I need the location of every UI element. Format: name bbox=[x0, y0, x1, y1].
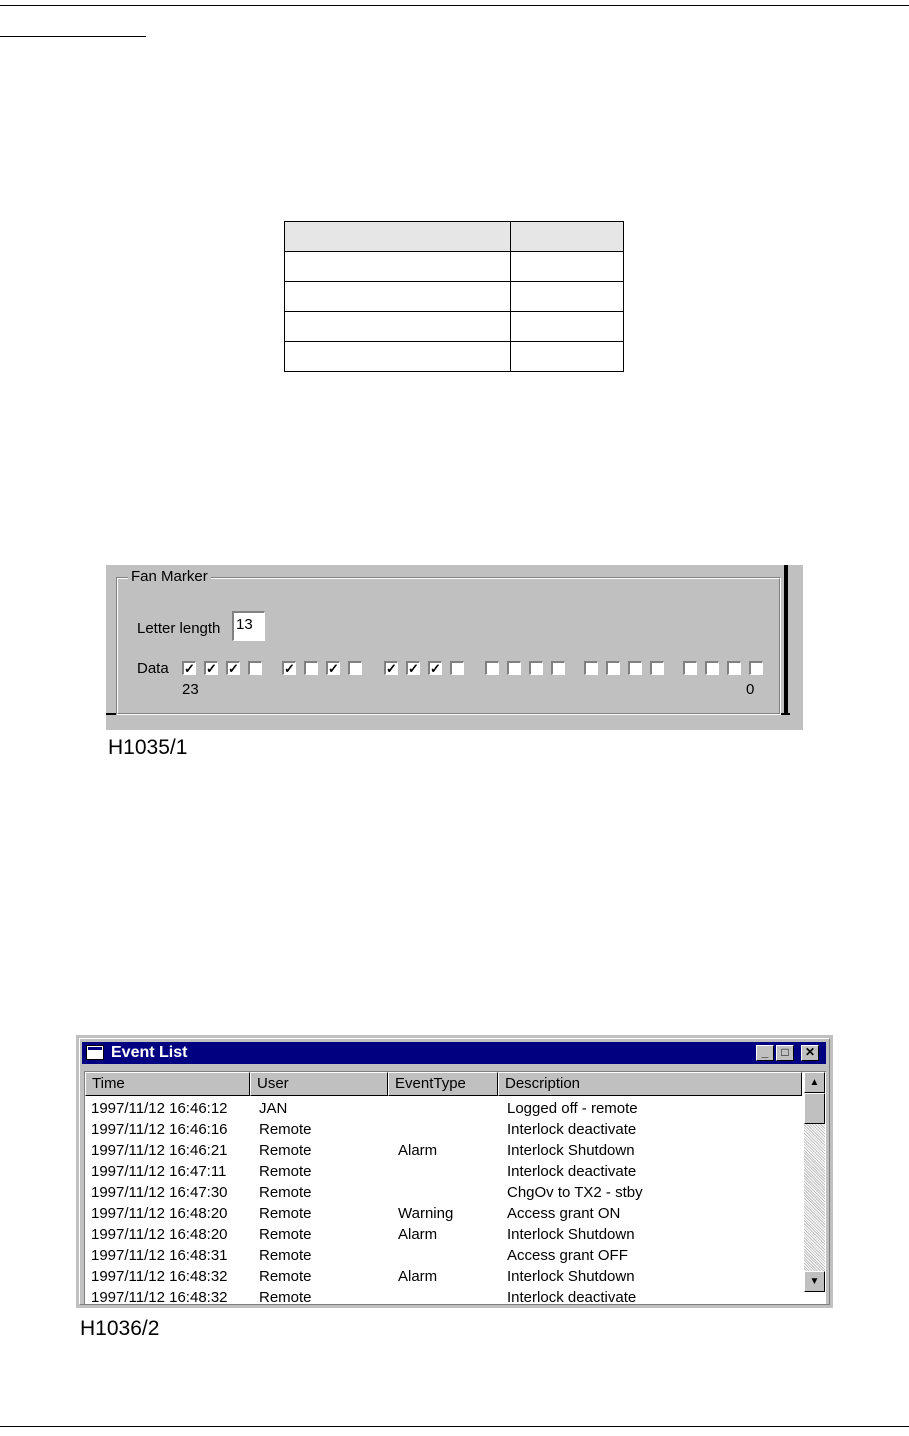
event-type: Alarm bbox=[398, 1268, 438, 1285]
scroll-down-button[interactable]: ▼ bbox=[804, 1271, 825, 1292]
event-description: Interlock deactivate bbox=[507, 1289, 637, 1304]
fan-marker-group-title: Fan Marker bbox=[128, 569, 211, 585]
window-title: Event List bbox=[111, 1044, 188, 1061]
letter-length-input[interactable]: 13 bbox=[232, 611, 265, 641]
panel-border-right bbox=[784, 565, 788, 715]
low-bit-label: 0 bbox=[746, 681, 755, 698]
data-bit-checkbox[interactable]: ✓ bbox=[204, 661, 218, 675]
event-time: 1997/11/12 16:47:30 bbox=[91, 1184, 228, 1201]
data-bit-checkbox[interactable]: ✓ bbox=[182, 661, 196, 675]
minimize-button[interactable]: _ bbox=[756, 1045, 774, 1061]
title-bar[interactable] bbox=[82, 1042, 826, 1064]
vertical-scrollbar[interactable] bbox=[804, 1072, 825, 1292]
parameter-table bbox=[284, 221, 624, 372]
event-user: Remote bbox=[259, 1142, 312, 1159]
bottom-rule bbox=[0, 1426, 909, 1427]
fan-marker-group bbox=[116, 577, 781, 715]
table-row[interactable] bbox=[85, 1098, 802, 1119]
maximize-button[interactable]: □ bbox=[776, 1045, 794, 1061]
data-bit-checkbox[interactable] bbox=[705, 661, 719, 675]
event-description: Access grant ON bbox=[507, 1205, 621, 1222]
data-bit-checkbox[interactable] bbox=[348, 661, 362, 675]
data-bit-checkbox[interactable] bbox=[683, 661, 697, 675]
fan-marker-panel bbox=[106, 565, 803, 730]
event-description: Interlock Shutdown bbox=[507, 1226, 635, 1243]
event-time: 1997/11/12 16:47:11 bbox=[91, 1163, 227, 1180]
data-bit-checkbox[interactable] bbox=[304, 661, 318, 675]
event-type: Alarm bbox=[398, 1142, 438, 1159]
event-user: Remote bbox=[259, 1205, 312, 1222]
event-user: Remote bbox=[259, 1184, 312, 1201]
data-bit-checkbox[interactable]: ✓ bbox=[384, 661, 398, 675]
event-time: 1997/11/12 16:46:21 bbox=[91, 1142, 228, 1159]
table-row[interactable] bbox=[85, 1161, 802, 1182]
heading-underline bbox=[0, 36, 146, 37]
letter-length-label: Letter length bbox=[137, 620, 221, 637]
event-time: 1997/11/12 16:46:12 bbox=[91, 1100, 228, 1117]
table-row bbox=[285, 252, 624, 282]
scroll-up-button[interactable]: ▲ bbox=[804, 1072, 825, 1093]
data-bit-checkbox[interactable] bbox=[529, 661, 543, 675]
table-row bbox=[285, 282, 624, 312]
event-user: Remote bbox=[259, 1289, 312, 1304]
scroll-thumb[interactable] bbox=[804, 1093, 825, 1124]
top-rule bbox=[0, 5, 909, 6]
event-type: Alarm bbox=[398, 1226, 438, 1243]
window-icon[interactable] bbox=[86, 1045, 104, 1060]
table-row[interactable] bbox=[85, 1224, 802, 1245]
event-user: JAN bbox=[259, 1100, 288, 1117]
event-list-window bbox=[76, 1035, 833, 1308]
figure-caption-1: H1035/1 bbox=[108, 736, 188, 759]
table-row[interactable] bbox=[85, 1203, 802, 1224]
column-header-description[interactable]: Description bbox=[498, 1072, 802, 1096]
data-bit-checkbox[interactable]: ✓ bbox=[282, 661, 296, 675]
table-row[interactable] bbox=[85, 1119, 802, 1140]
data-bit-checkbox[interactable] bbox=[727, 661, 741, 675]
table-row[interactable] bbox=[85, 1287, 802, 1304]
column-header-user[interactable]: User bbox=[250, 1072, 388, 1096]
data-bit-checkbox[interactable]: ✓ bbox=[428, 661, 442, 675]
event-type: Warning bbox=[398, 1205, 454, 1222]
column-header-eventtype[interactable]: EventType bbox=[388, 1072, 498, 1096]
event-user: Remote bbox=[259, 1226, 312, 1243]
data-bit-checkbox[interactable] bbox=[628, 661, 642, 675]
data-bit-checkbox[interactable] bbox=[606, 661, 620, 675]
event-description: Logged off - remote bbox=[507, 1100, 638, 1117]
data-bit-checkbox[interactable] bbox=[584, 661, 598, 675]
event-description: ChgOv to TX2 - stby bbox=[507, 1184, 643, 1201]
event-time: 1997/11/12 16:48:32 bbox=[91, 1268, 228, 1285]
event-user: Remote bbox=[259, 1163, 312, 1180]
data-bit-checkbox[interactable]: ✓ bbox=[226, 661, 240, 675]
column-header-time[interactable]: Time bbox=[85, 1072, 250, 1096]
event-description: Interlock deactivate bbox=[507, 1163, 637, 1180]
event-description: Interlock deactivate bbox=[507, 1121, 637, 1138]
table-row[interactable] bbox=[85, 1266, 802, 1287]
data-label: Data bbox=[137, 660, 169, 677]
data-bit-checkbox[interactable] bbox=[650, 661, 664, 675]
table-row[interactable] bbox=[85, 1182, 802, 1203]
data-bit-checkbox[interactable] bbox=[450, 661, 464, 675]
table-row bbox=[285, 312, 624, 342]
event-time: 1997/11/12 16:46:16 bbox=[91, 1121, 228, 1138]
data-bit-checkbox[interactable] bbox=[485, 661, 499, 675]
event-time: 1997/11/12 16:48:31 bbox=[91, 1247, 228, 1264]
event-user: Remote bbox=[259, 1121, 312, 1138]
data-bit-checkbox[interactable] bbox=[507, 661, 521, 675]
table-header-row bbox=[285, 222, 624, 252]
data-bit-checkbox[interactable]: ✓ bbox=[326, 661, 340, 675]
figure-caption-2: H1036/2 bbox=[80, 1317, 160, 1340]
event-time: 1997/11/12 16:48:20 bbox=[91, 1226, 228, 1243]
table-row[interactable] bbox=[85, 1140, 802, 1161]
close-button[interactable]: ✕ bbox=[801, 1045, 819, 1061]
event-description: Access grant OFF bbox=[507, 1247, 628, 1264]
high-bit-label: 23 bbox=[182, 681, 199, 698]
data-bit-checkbox[interactable] bbox=[749, 661, 763, 675]
data-bit-checkbox[interactable] bbox=[248, 661, 262, 675]
event-time: 1997/11/12 16:48:20 bbox=[91, 1205, 228, 1222]
event-list-view[interactable] bbox=[84, 1071, 826, 1304]
event-description: Interlock Shutdown bbox=[507, 1142, 635, 1159]
event-description: Interlock Shutdown bbox=[507, 1268, 635, 1285]
table-row bbox=[285, 342, 624, 372]
data-bit-checkbox[interactable]: ✓ bbox=[406, 661, 420, 675]
event-user: Remote bbox=[259, 1268, 312, 1285]
data-bit-checkbox[interactable] bbox=[551, 661, 565, 675]
table-row[interactable] bbox=[85, 1245, 802, 1266]
event-user: Remote bbox=[259, 1247, 312, 1264]
event-time: 1997/11/12 16:48:32 bbox=[91, 1289, 228, 1304]
